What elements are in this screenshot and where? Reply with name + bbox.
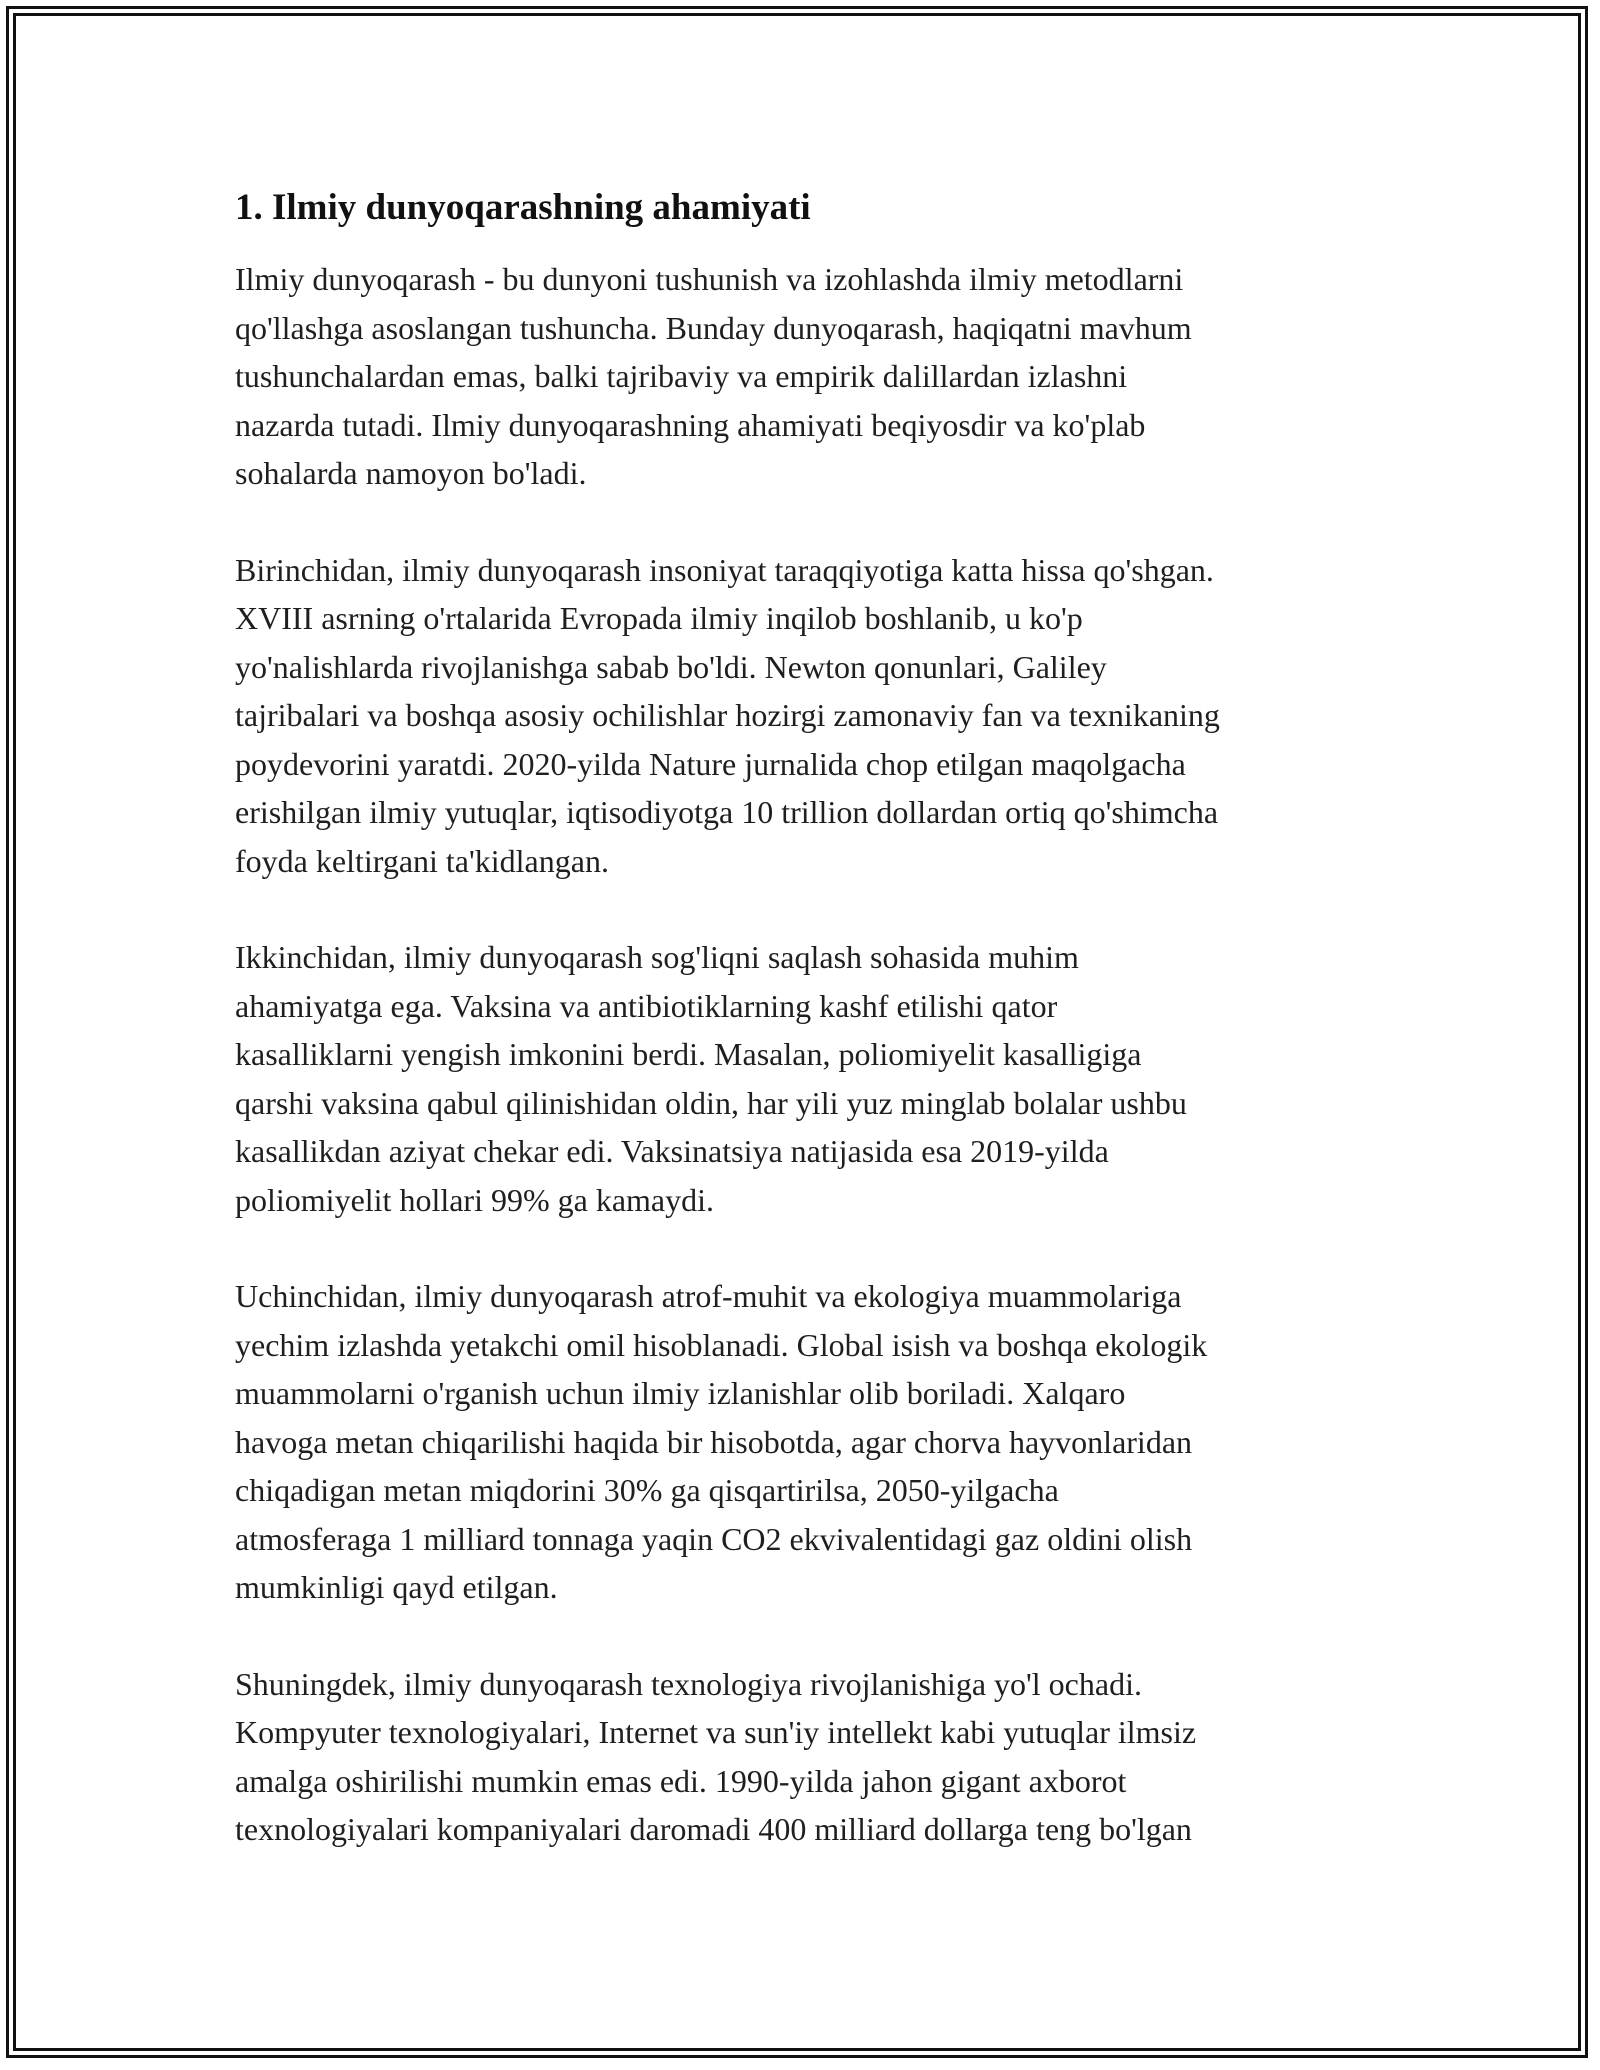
- paragraph-line: Kompyuter texnologiyalari, Internet va sun'iy intellekt kabi yutuqlar ilmsiz: [235, 1714, 1197, 1750]
- paragraph-list: [235, 255, 1385, 1854]
- paragraph: [235, 933, 1385, 1224]
- paragraph-line: Shuningdek, ilmiy dunyoqarash texnologiya rivojlanishiga yo'l ochadi.: [235, 1665, 1142, 1702]
- paragraph-line: XVIII asrning o'rtalarida Evropada ilmiy inqilob boshlanib, u ko'p: [235, 600, 1083, 636]
- paragraph-line: Uchinchidan, ilmiy dunyoqarash atrof-muhit va ekologiya muammolariga: [235, 1278, 1182, 1314]
- paragraph-line: foyda keltirgani ta'kidlangan.: [235, 842, 609, 879]
- paragraph-line: erishilgan ilmiy yutuqlar, iqtisodiyotga 10 trillion dollardan ortiq qo'shimcha: [235, 794, 1219, 830]
- document-body: [235, 185, 1385, 1902]
- paragraph: [235, 1660, 1385, 1854]
- paragraph-line: kasalliklarni yengish imkonini berdi. Masalan, poliomiyelit kasalligiga: [235, 1036, 1142, 1072]
- paragraph-line: qarshi vaksina qabul qilinishidan oldin, har yili yuz minglab bolalar ushbu: [235, 1084, 1187, 1121]
- paragraph-line: nazarda tutadi. Ilmiy dunyoqarashning ahamiyati beqiyosdir va ko'plab: [235, 406, 1146, 443]
- paragraph-line: sohalarda namoyon bo'ladi.: [235, 455, 587, 491]
- paragraph-line: tajribalari va boshqa asosiy ochilishlar hozirgi zamonaviy fan va texnikaning: [235, 697, 1220, 733]
- paragraph-line: atmosferaga 1 milliard tonnaga yaqin CO2 ekvivalentidagi gaz oldini olish: [235, 1520, 1193, 1557]
- paragraph-line: mumkinligi qayd etilgan.: [235, 1569, 558, 1605]
- paragraph-line: muammolarni o'rganish uchun ilmiy izlanishlar olib boriladi. Xalqaro: [235, 1375, 1126, 1411]
- paragraph-line: qo'llashga asoslangan tushuncha. Bunday dunyoqarash, haqiqatni mavhum: [235, 309, 1192, 346]
- paragraph-line: ahamiyatga ega. Vaksina va antibiotiklarning kashf etilishi qator: [235, 987, 1058, 1024]
- paragraph-line: Ikkinchidan, ilmiy dunyoqarash sog'liqni saqlash sohasida muhim: [235, 939, 1079, 975]
- paragraph-line: havoga metan chiqarilishi haqida bir hisobotda, agar chorva hayvonlaridan: [235, 1423, 1193, 1460]
- paragraph-line: kasallikdan aziyat chekar edi. Vaksinatsiya natijasida esa 2019-yilda: [235, 1133, 1109, 1169]
- section-heading: 1. Ilmiy dunyoqarashning ahamiyati: [235, 187, 811, 228]
- paragraph-line: poliomiyelit hollari 99% ga kamaydi.: [235, 1181, 715, 1218]
- paragraph-line: texnologiyalari kompaniyalari daromadi 400 milliard dollarga teng bo'lgan: [235, 1811, 1192, 1847]
- paragraph-line: yo'nalishlarda rivojlanishga sabab bo'ldi. Newton qonunlari, Galiley: [235, 648, 1107, 685]
- paragraph-line: chiqadigan metan miqdorini 30% ga qisqartirilsa, 2050-yilgacha: [235, 1472, 1059, 1508]
- paragraph-line: Birinchidan, ilmiy dunyoqarash insoniyat taraqqiyotiga katta hissa qo'shgan.: [235, 551, 1214, 588]
- paragraph-line: poydevorini yaratdi. 2020-yilda Nature jurnalida chop etilgan maqolgacha: [235, 745, 1186, 782]
- paragraph-line: Ilmiy dunyoqarash - bu dunyoni tushunish va izohlashda ilmiy metodlarni: [235, 261, 1184, 297]
- paragraph: [235, 546, 1385, 886]
- paragraph-line: tushunchalardan emas, balki tajribaviy va empirik dalillardan izlashni: [235, 358, 1128, 394]
- paragraph: [235, 255, 1385, 498]
- paragraph: [235, 1272, 1385, 1612]
- paragraph-line: amalga oshirilishi mumkin emas edi. 1990-yilda jahon gigant axborot: [235, 1762, 1127, 1799]
- paragraph-line: yechim izlashda yetakchi omil hisoblanadi. Global isish va boshqa ekologik: [235, 1326, 1208, 1363]
